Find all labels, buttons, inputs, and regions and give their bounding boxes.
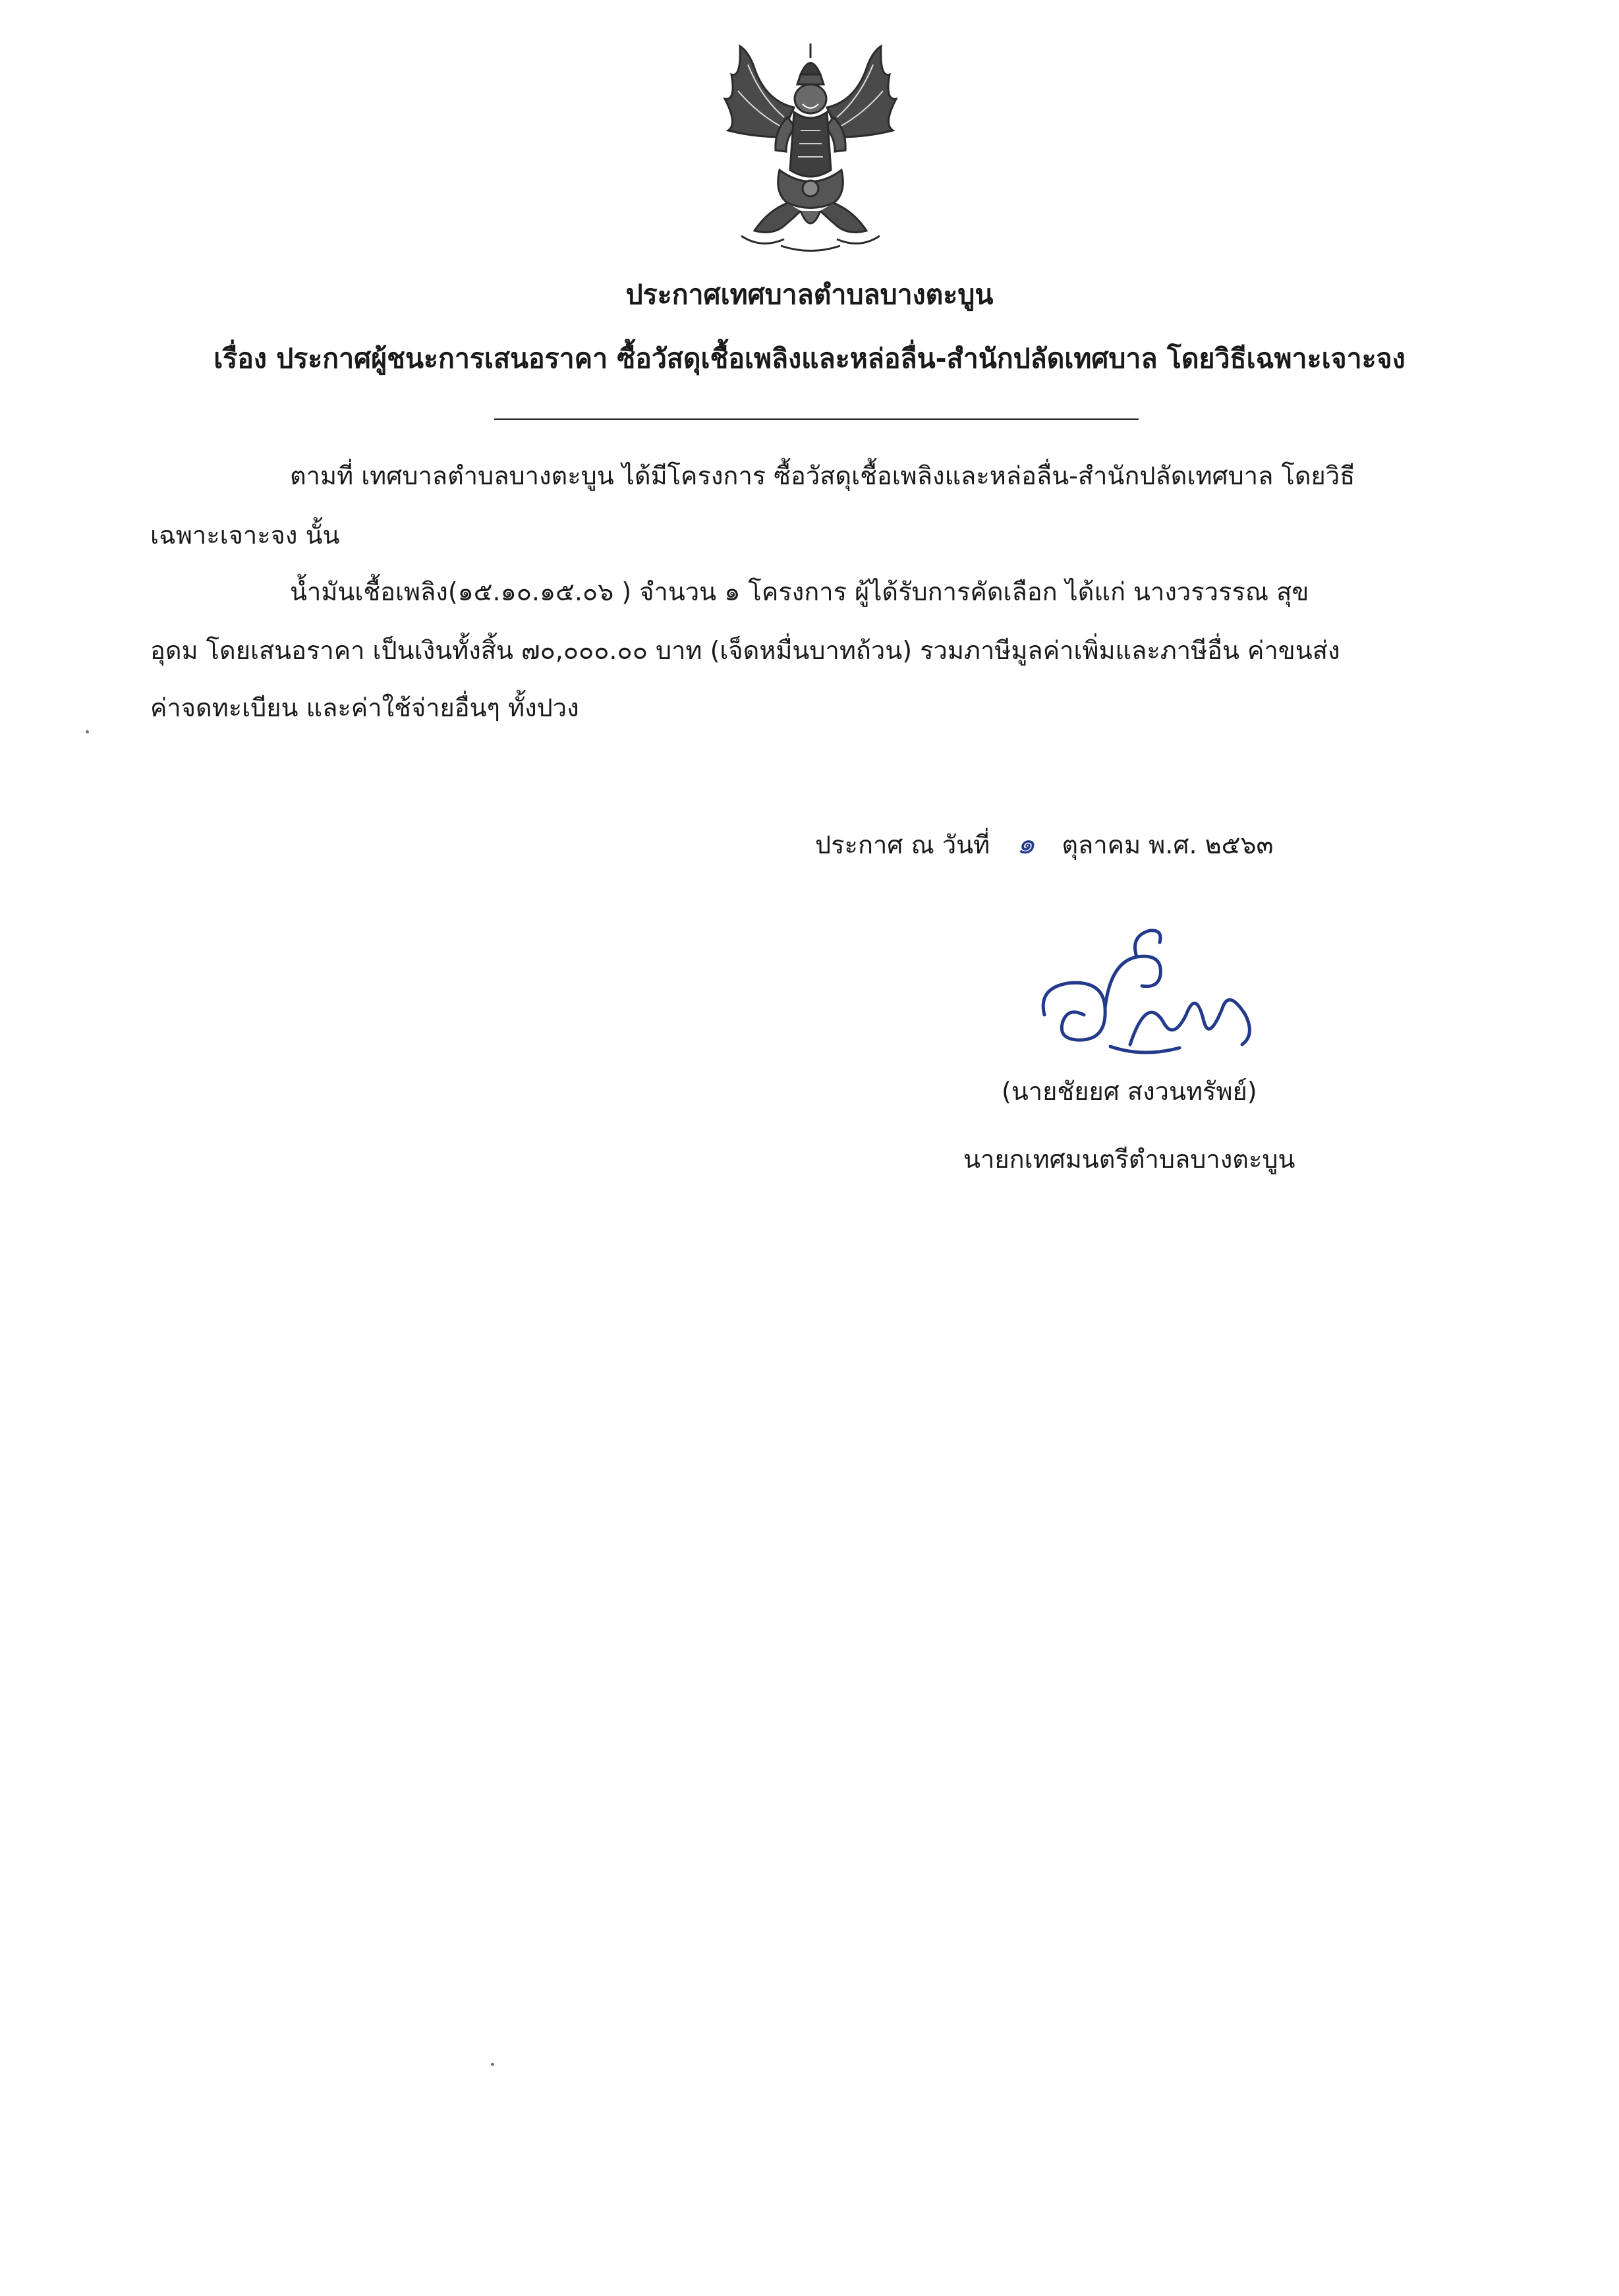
- body-paragraph-1-line-1: ตามที่ เทศบาลตำบลบางตะบูน ได้มีโครงการ ซื้อวัสดุเชื้อเพลิงและหล่อลื่น-สำนักปลัดเทศบาล โดยวิธี: [290, 461, 1355, 490]
- handwritten-signature: [1031, 923, 1268, 1068]
- signer-name: (นายชัยยศ สงวนทรัพย์): [1002, 1077, 1257, 1106]
- document-subject: เรื่อง ประกาศผู้ชนะการเสนอราคา ซื้อวัสดุเชื้อเพลิงและหล่อลื่น-สำนักปลัดเทศบาล โดยวิธีเฉพาะเจาะจง: [213, 343, 1406, 374]
- announcement-date: [815, 820, 1274, 867]
- body-paragraph-2-line-1: น้ำมันเชื้อเพลิง(๑๕.๑๐.๑๕.๐๖ ) จำนวน ๑ โครงการ ผู้ได้รับการคัดเลือก ได้แก่ นางวรวรรณ สุข: [290, 577, 1309, 606]
- signer-position: นายกเทศมนตรีตำบลบางตะบูน: [963, 1145, 1295, 1174]
- garuda-emblem-icon: [702, 38, 919, 259]
- date-prefix: ประกาศ ณ วันที่: [815, 830, 990, 859]
- body-paragraph-1-line-2: เฉพาะเจาะจง นั้น: [150, 521, 340, 550]
- scan-speck: [491, 2063, 494, 2066]
- body-paragraph-2-line-3: ค่าจดทะเบียน และค่าใช้จ่ายอื่นๆ ทั้งปวง: [150, 693, 579, 722]
- divider-rule: [494, 418, 1139, 420]
- scan-speck: [86, 730, 89, 733]
- body-paragraph-2-line-2: อุดม โดยเสนอราคา เป็นเงินทั้งสิ้น ๗๐,๐๐๐.๐๐ บาท (เจ็ดหมื่นบาทถ้วน) รวมภาษีมูลค่าเพิ่มและภาษีอื่น ค่าขนส่ง: [150, 636, 1340, 665]
- date-month-year: ตุลาคม พ.ศ. ๒๕๖๓: [1062, 830, 1274, 859]
- date-day: ๑: [1016, 827, 1035, 861]
- document-title: ประกาศเทศบาลตำบลบางตะบูน: [625, 279, 994, 310]
